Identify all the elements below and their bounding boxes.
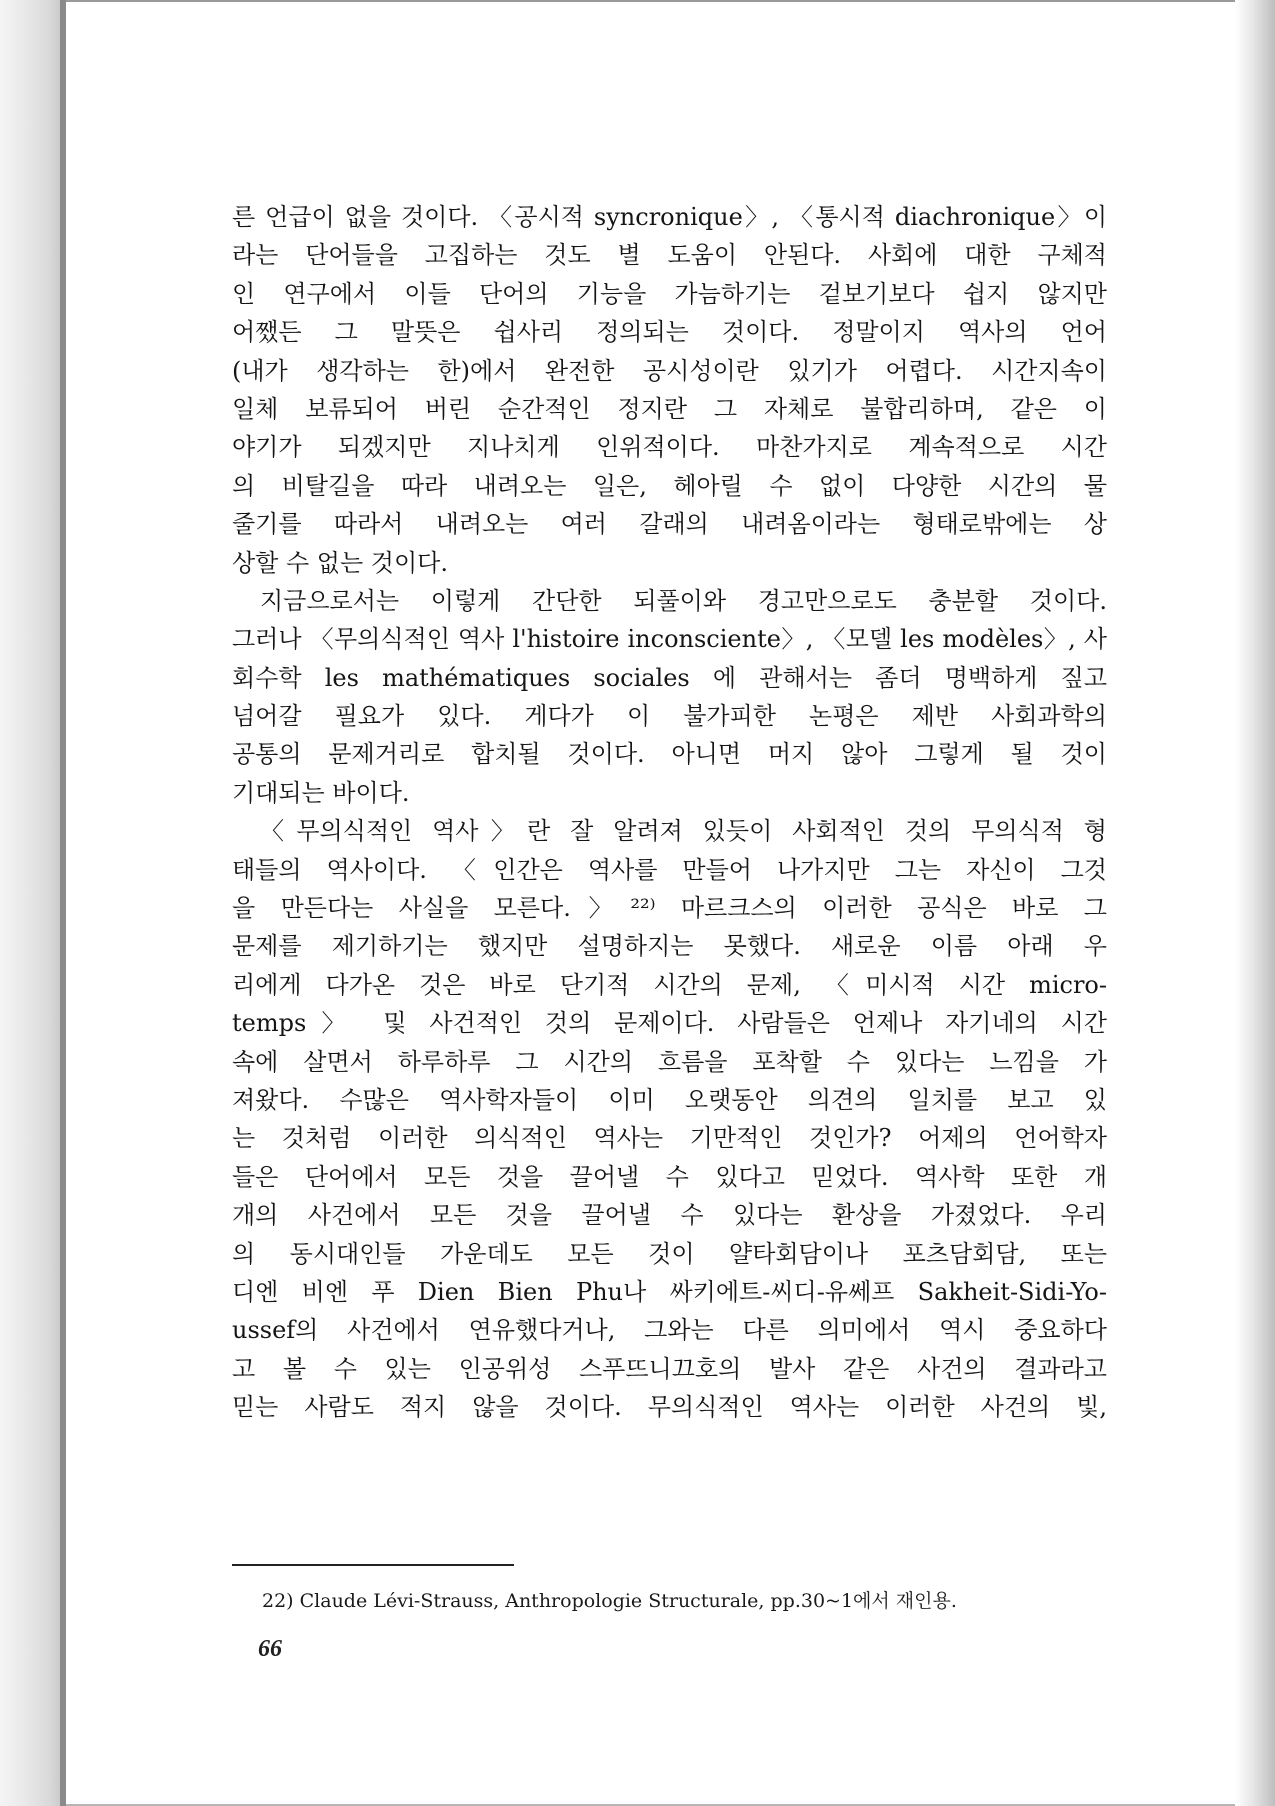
binding-shadow [0, 0, 62, 1806]
text-line: 상할 수 없는 것이다. [232, 548, 448, 577]
text-line: 어쨌든 그 말뜻은 쉽사리 정의되는 것이다. 정말이지 역사의 언어 [232, 318, 1107, 347]
text-line: temps〉 및 사건적인 것의 문제이다. 사람들은 언제나 자기네의 시간 [232, 1009, 1107, 1038]
text-line: 는 것처럼 이러한 의식적인 역사는 기만적인 것인가? 어제의 언어학자 [232, 1124, 1107, 1153]
text-line: 공통의 문제거리로 합치될 것이다. 아니면 머지 않아 그렇게 될 것이 [232, 740, 1107, 769]
text-line: 을 만든다는 사실을 모른다.〉²²⁾ 마르크스의 이러한 공식은 바로 그 [232, 894, 1107, 923]
text-line: 믿는 사람도 적지 않을 것이다. 무의식적인 역사는 이러한 사건의 빛, [232, 1393, 1107, 1422]
text-line: 인 연구에서 이들 단어의 기능을 가늠하기는 겉보기보다 쉽지 않지만 [232, 279, 1107, 308]
text-line: 그러나 〈무의식적인 역사 l'histoire inconsciente〉, 〈모델 les modèles〉, 사 [232, 625, 1107, 654]
text-line: 라는 단어들을 고집하는 것도 별 도움이 안된다. 사회에 대한 구체적 [232, 241, 1107, 270]
text-line: 속에 살면서 하루하루 그 시간의 흐름을 포착할 수 있다는 느낌을 가 [232, 1047, 1107, 1076]
text-line: 디엔 비엔 푸 Dien Bien Phu나 싸키에트-씨디-유쎄프 Sakheit-Sidi-Yo- [232, 1277, 1107, 1306]
text-line: 〈무의식적인 역사〉란 잘 알려져 있듯이 사회적인 것의 무의식적 형 [260, 817, 1107, 846]
text-line: 져왔다. 수많은 역사학자들이 이미 오랫동안 의견의 일치를 보고 있 [232, 1085, 1107, 1114]
text-line: 고 볼 수 있는 인공위성 스푸뜨니끄호의 발사 같은 사건의 결과라고 [232, 1354, 1107, 1383]
text-line: (내가 생각하는 한)에서 완전한 공시성이란 있기가 어렵다. 시간지속이 [232, 356, 1107, 385]
text-line: 줄기를 따라서 내려오는 여러 갈래의 내려옴이라는 형태로밖에는 상 [232, 510, 1107, 539]
text-line: 지금으로서는 이렇게 간단한 되풀이와 경고만으로도 충분할 것이다. [260, 586, 1107, 615]
text-line: 넘어갈 필요가 있다. 게다가 이 불가피한 논평은 제반 사회과학의 [232, 702, 1107, 731]
footnote: 22) Claude Lévi-Strauss, Anthropologie Structurale, pp.30~1에서 재인용. [262, 1590, 957, 1612]
page-fold-shadow [1235, 0, 1275, 1806]
text-line: 문제를 제기하기는 했지만 설명하지는 못했다. 새로운 이름 아래 우 [232, 932, 1107, 961]
body-text [232, 198, 1107, 1427]
text-line: 회수학 les mathématiques sociales 에 관해서는 좀더 명백하게 짚고 [232, 663, 1107, 692]
footnote-divider [232, 1564, 514, 1566]
text-line: 들은 단어에서 모든 것을 끌어낼 수 있다고 믿었다. 역사학 또한 개 [232, 1162, 1107, 1191]
text-line: 리에게 다가온 것은 바로 단기적 시간의 문제, 〈미시적 시간 micro- [232, 970, 1107, 999]
text-line: 일체 보류되어 버린 순간적인 정지란 그 자체로 불합리하며, 같은 이 [232, 394, 1107, 423]
text-line: 의 비탈길을 따라 내려오는 일은, 헤아릴 수 없이 다양한 시간의 물 [232, 471, 1107, 500]
text-line: 야기가 되겠지만 지나치게 인위적이다. 마찬가지로 계속적으로 시간 [232, 433, 1107, 462]
text-line: 의 동시대인들 가운데도 모든 것이 얄타회담이나 포츠담회담, 또는 [232, 1239, 1107, 1268]
text-line: 개의 사건에서 모든 것을 끌어낼 수 있다는 환상을 가졌었다. 우리 [232, 1201, 1107, 1230]
page-number: 66 [258, 1636, 282, 1662]
book-page [66, 0, 1235, 1806]
text-line: 른 언급이 없을 것이다. 〈공시적 syncronique〉, 〈통시적 diachronique〉이 [232, 203, 1107, 231]
text-line: 태들의 역사이다. 〈인간은 역사를 만들어 나가지만 그는 자신이 그것 [232, 855, 1107, 884]
text-line: ussef의 사건에서 연유했다거나, 그와는 다른 의미에서 역시 중요하다 [232, 1316, 1107, 1345]
text-line: 기대되는 바이다. [232, 778, 410, 807]
